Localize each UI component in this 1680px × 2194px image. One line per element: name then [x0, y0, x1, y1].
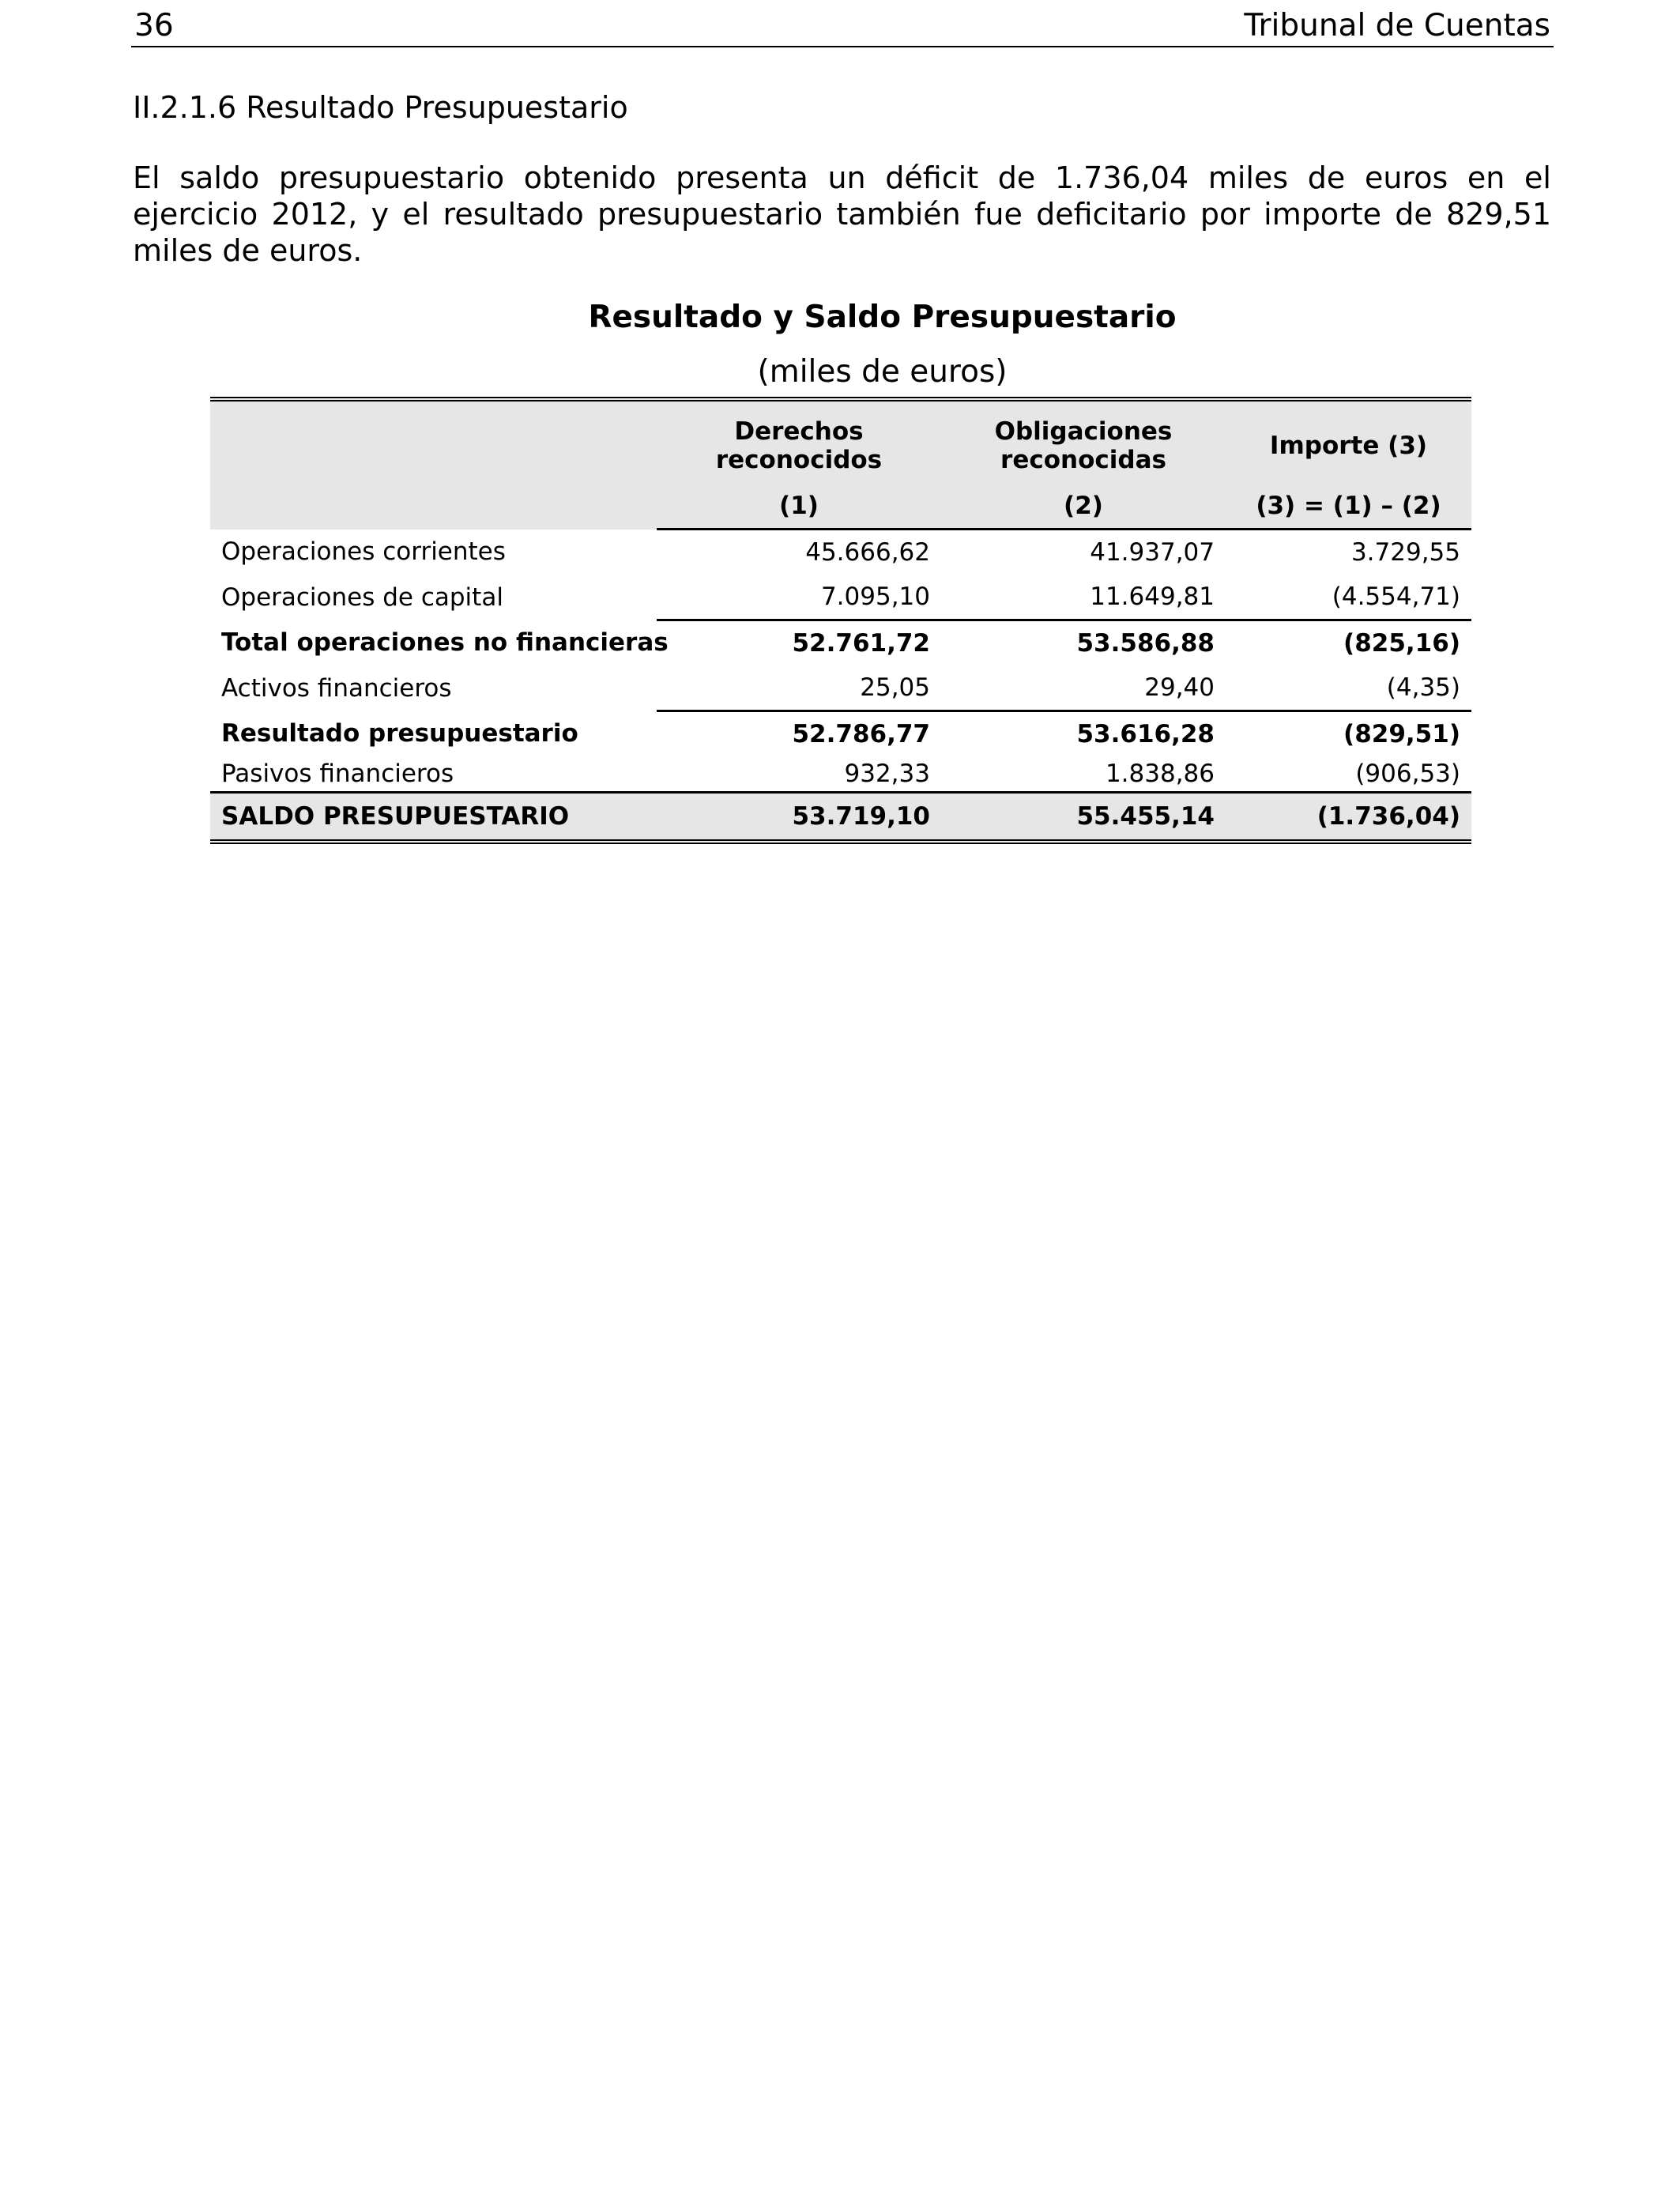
table-row — [210, 530, 1471, 575]
cell-importe: (4.554,71) — [1332, 582, 1460, 611]
header-blank-cell — [210, 399, 657, 530]
table-row-grand-total — [210, 793, 1471, 843]
cell-importe: (4,35) — [1386, 673, 1460, 702]
row-label: Operaciones de capital — [221, 582, 503, 612]
section-heading: II.2.1.6 Resultado Presupuestario — [133, 90, 628, 125]
row-label: Resultado presupuestario — [221, 719, 578, 748]
page-number: 36 — [134, 8, 174, 43]
table-subtitle: (miles de euros) — [757, 354, 1008, 390]
cell-importe: (1.736,04) — [1226, 793, 1471, 843]
column-code-2: (2) — [941, 484, 1226, 530]
cell-derechos: 45.666,62 — [805, 538, 930, 567]
budget-table-container — [210, 397, 1471, 844]
cell-derechos: 52.761,72 — [657, 620, 941, 666]
cell-importe: (906,53) — [1355, 760, 1460, 788]
row-label: Activos financieros — [221, 673, 452, 703]
cell-obligaciones: 55.455,14 — [941, 793, 1226, 843]
cell-derechos: 932,33 — [844, 760, 930, 788]
cell-obligaciones: 41.937,07 — [1090, 538, 1215, 567]
cell-obligaciones: 11.649,81 — [1090, 582, 1215, 611]
cell-derechos: 7.095,10 — [820, 582, 930, 611]
cell-importe: (829,51) — [1226, 711, 1471, 757]
cell-derechos: 53.719,10 — [657, 793, 941, 843]
table-row-subtotal — [210, 711, 1471, 757]
cell-obligaciones: 53.586,88 — [941, 620, 1226, 666]
running-head: Tribunal de Cuentas — [1244, 8, 1550, 43]
cell-obligaciones: 29,40 — [1144, 673, 1215, 702]
table-header-row — [210, 399, 1471, 484]
column-header-importe: Importe (3) — [1226, 399, 1471, 484]
table-row — [210, 756, 1471, 793]
page-header — [131, 6, 1554, 47]
budget-result-table — [210, 397, 1471, 844]
table-title: Resultado y Saldo Presupuestario — [588, 300, 1177, 335]
column-header-derechos: Derechos reconocidos — [657, 399, 941, 484]
cell-importe: 3.729,55 — [1350, 538, 1460, 567]
column-header-obligaciones: Obligaciones reconocidas — [941, 399, 1226, 484]
cell-obligaciones: 1.838,86 — [1105, 760, 1215, 788]
table-row-subtotal — [210, 620, 1471, 666]
table-row — [210, 575, 1471, 620]
cell-derechos: 52.786,77 — [657, 711, 941, 757]
cell-obligaciones: 53.616,28 — [941, 711, 1226, 757]
table-row — [210, 665, 1471, 711]
row-label: SALDO PRESUPUESTARIO — [210, 793, 657, 843]
body-paragraph: El saldo presupuestario obtenido presenta un déficit de 1.736,04 miles de euros en el ejercicio 2012, y el resultado presupuestario también fue deficitario por importe de 829,51 miles de euros. — [133, 160, 1551, 268]
row-label: Operaciones corrientes — [221, 537, 506, 567]
cell-derechos: 25,05 — [860, 673, 930, 702]
cell-importe: (825,16) — [1226, 620, 1471, 666]
column-code-1: (1) — [657, 484, 941, 530]
row-label: Total operaciones no financieras — [221, 628, 669, 658]
column-code-3: (3) = (1) – (2) — [1226, 484, 1471, 530]
row-label: Pasivos financieros — [221, 760, 454, 788]
